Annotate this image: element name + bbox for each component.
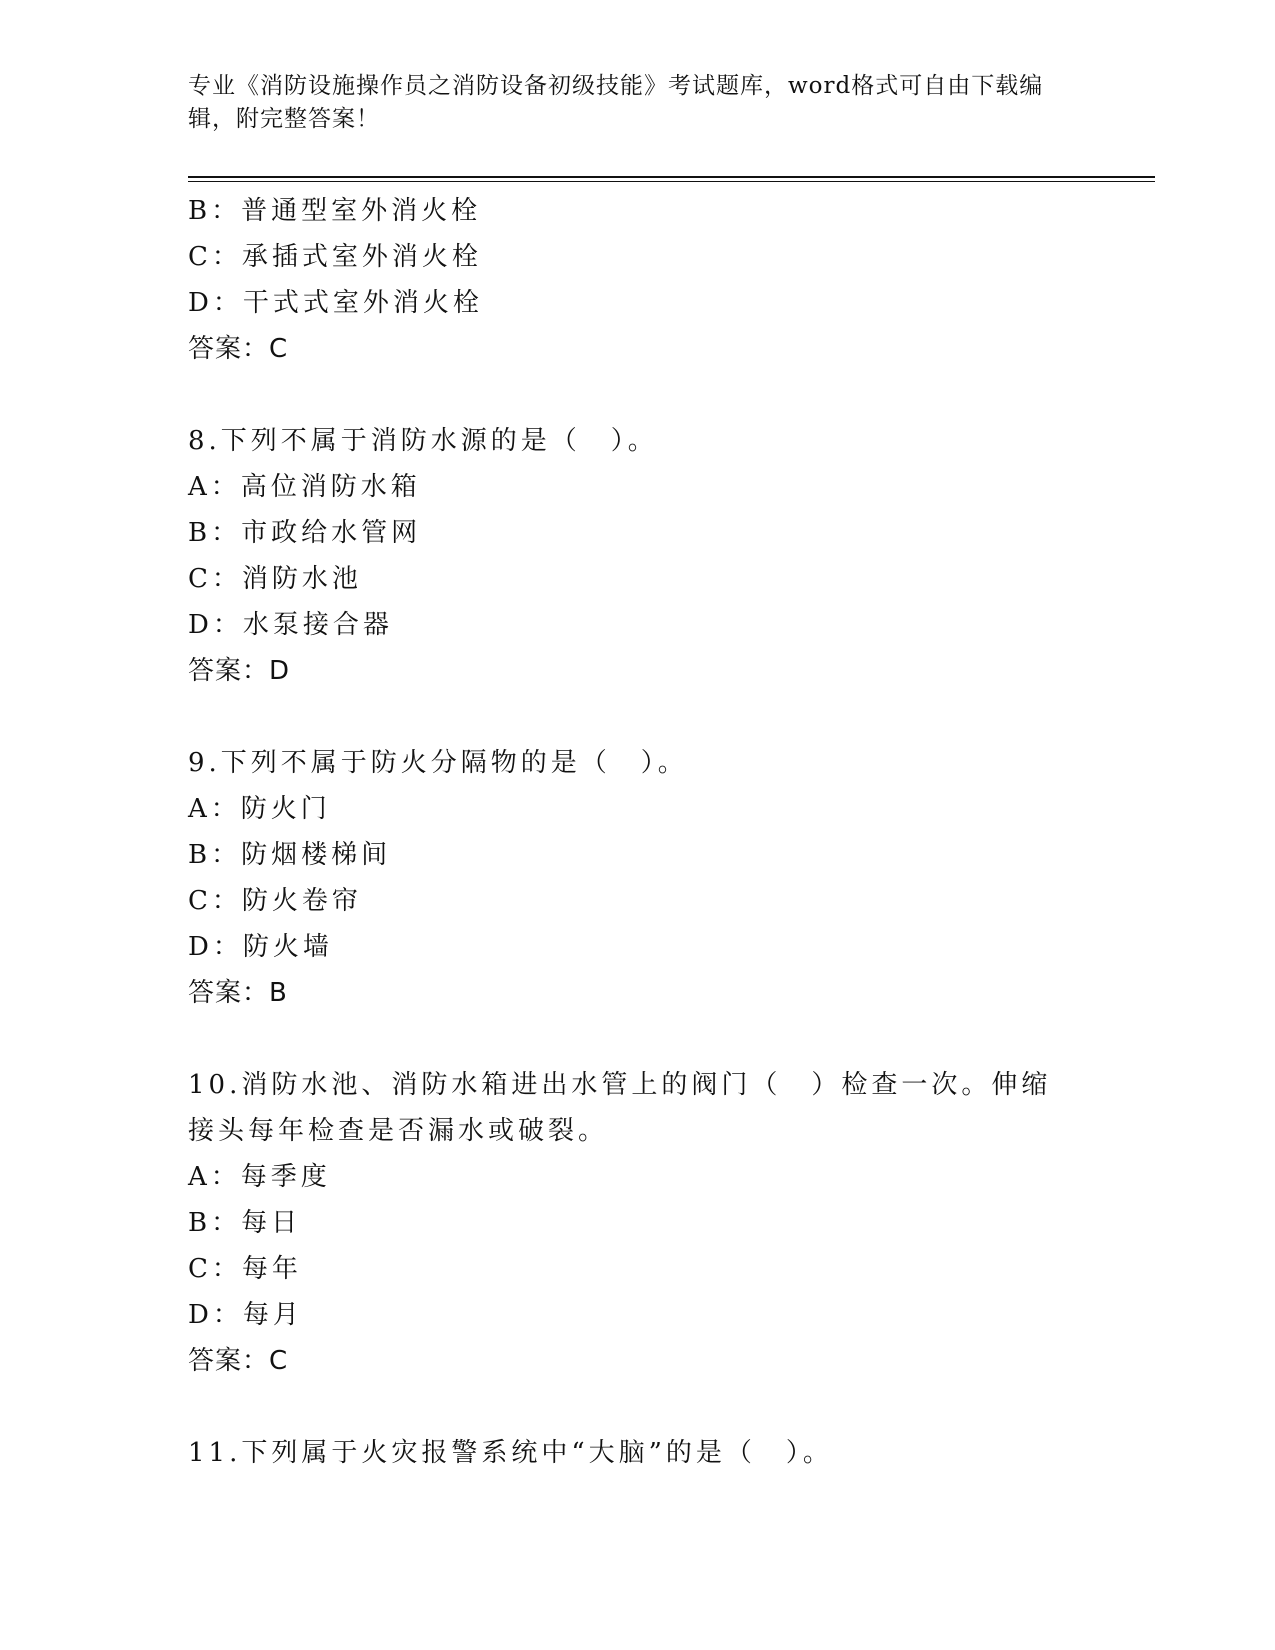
option-b: B：普通型室外消火栓	[188, 196, 482, 226]
option-a: A：高位消防水箱	[188, 472, 421, 502]
option-a: A：防火门	[188, 794, 331, 824]
question-stem: 9.下列不属于防火分隔物的是（ ）。	[188, 748, 688, 778]
question-9	[188, 740, 1078, 1016]
option-b: B：市政给水管网	[188, 518, 422, 548]
question-11	[188, 1430, 1078, 1476]
question-stem: 8.下列不属于消防水源的是（ ）。	[188, 426, 658, 456]
option-a: A：每季度	[188, 1162, 331, 1192]
option-d: D：每月	[188, 1300, 303, 1330]
option-b: B：每日	[188, 1208, 302, 1238]
answer-label: 答案：D	[188, 656, 291, 686]
spacer	[188, 1384, 1078, 1430]
option-c: C：防火卷帘	[188, 886, 362, 916]
option-d: D：防火墙	[188, 932, 333, 962]
spacer	[188, 1016, 1078, 1062]
header-divider-thin	[188, 181, 1155, 182]
question-10	[188, 1062, 1078, 1384]
option-b: B：防烟楼梯间	[188, 840, 392, 870]
document-header: 专业《消防设施操作员之消防设备初级技能》考试题库，word格式可自由下载编辑，附完整答案！	[188, 73, 1044, 132]
option-c: C：每年	[188, 1254, 302, 1284]
header-divider-thick	[188, 176, 1155, 178]
answer-label: 答案：C	[188, 1346, 289, 1376]
option-c: C：承插式室外消火栓	[188, 242, 482, 272]
spacer	[188, 372, 1078, 418]
question-stem: 10.消防水池、消防水箱进出水管上的阀门（ ）检查一次。伸缩接头每年检查是否漏水或破裂。	[188, 1070, 1052, 1146]
option-d: D：干式式室外消火栓	[188, 288, 483, 318]
option-c: C：消防水池	[188, 564, 362, 594]
question-content	[188, 188, 1078, 1476]
answer-label: 答案：C	[188, 334, 289, 364]
option-d: D：水泵接合器	[188, 610, 393, 640]
question-stem: 11.下列属于火灾报警系统中“大脑”的是（ ）。	[188, 1438, 833, 1468]
question-8	[188, 418, 1078, 694]
answer-label: 答案：B	[188, 978, 288, 1008]
spacer	[188, 694, 1078, 740]
question-7-continued	[188, 188, 1078, 372]
